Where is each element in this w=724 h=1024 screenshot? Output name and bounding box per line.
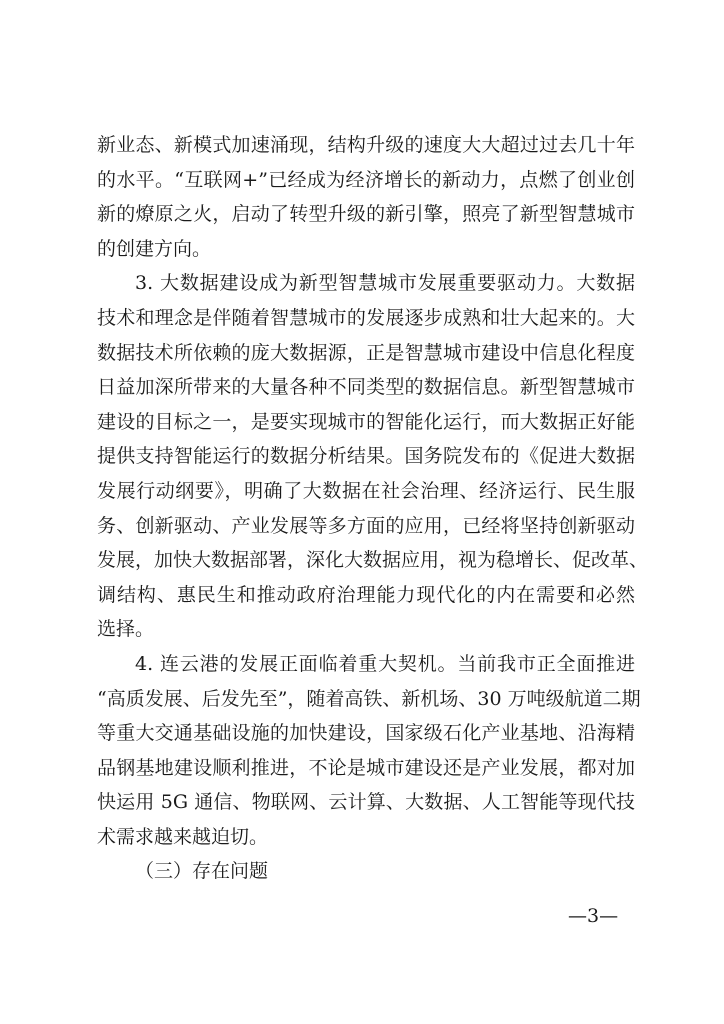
text-line: 新业态、新模式加速涌现，结构升级的速度大大超过过去几十年 [97, 134, 635, 156]
paragraph-lianyungang [97, 647, 641, 855]
paragraph-big-data [97, 266, 649, 647]
text-line: 调结构、惠民生和推动政府治理能力现代化的内在需要和必然 [97, 583, 635, 606]
text-line: 品钢基地建设顺利推进，不论是城市建设还是产业发展，都对加 [97, 756, 635, 779]
text-line: 4. 连云港的发展正面临着重大契机。当前我市正全面推进 [135, 652, 635, 675]
body-text [97, 128, 649, 889]
text-line: 技术和理念是伴随着智慧城市的发展逐步成熟和壮大起来的。大 [97, 306, 635, 329]
text-line: 新的燎原之火，启动了转型升级的新引擎，照亮了新型智慧城市 [97, 203, 635, 226]
text-line: 发展，加快大数据部署，深化大数据应用，视为稳增长、促改革、 [97, 549, 649, 572]
text-line: 的创建方向。 [97, 237, 212, 260]
text-line: 务、创新驱动、产业发展等多方面的应用，已经将坚持创新驱动 [97, 514, 635, 537]
text-line: 快运用 5G 通信、物联网、云计算、大数据、人工智能等现代技 [97, 791, 635, 814]
page-number: —3— [568, 905, 619, 927]
text-line: 术需求越来越迫切。 [97, 825, 269, 848]
text-line: 3. 大数据建设成为新型智慧城市发展重要驱动力。大数据 [135, 272, 635, 295]
text-line: 的水平。“互联网+”已经成为经济增长的新动力，点燃了创业创 [97, 168, 635, 191]
text-line: 发展行动纲要》，明确了大数据在社会治理、经济运行、民生服 [97, 479, 635, 502]
text-line: 等重大交通基础设施的加快建设，国家级石化产业基地、沿海精 [97, 722, 635, 745]
text-line: 提供支持智能运行的数据分析结果。国务院发布的《促进大数据 [97, 445, 635, 468]
text-line: 建设的目标之一，是要实现城市的智能化运行，而大数据正好能 [97, 410, 635, 433]
text-line: “高质发展、后发先至”，随着高铁、新机场、30 万吨级航道二期 [97, 687, 641, 710]
paragraph-intro [97, 128, 635, 266]
text-line: 数据技术所依赖的庞大数据源，正是智慧城市建设中信息化程度 [97, 341, 635, 364]
text-line: 选择。 [97, 618, 155, 641]
section-heading: （三）存在问题 [135, 860, 269, 883]
text-line: 日益加深所带来的大量各种不同类型的数据信息。新型智慧城市 [97, 376, 635, 399]
